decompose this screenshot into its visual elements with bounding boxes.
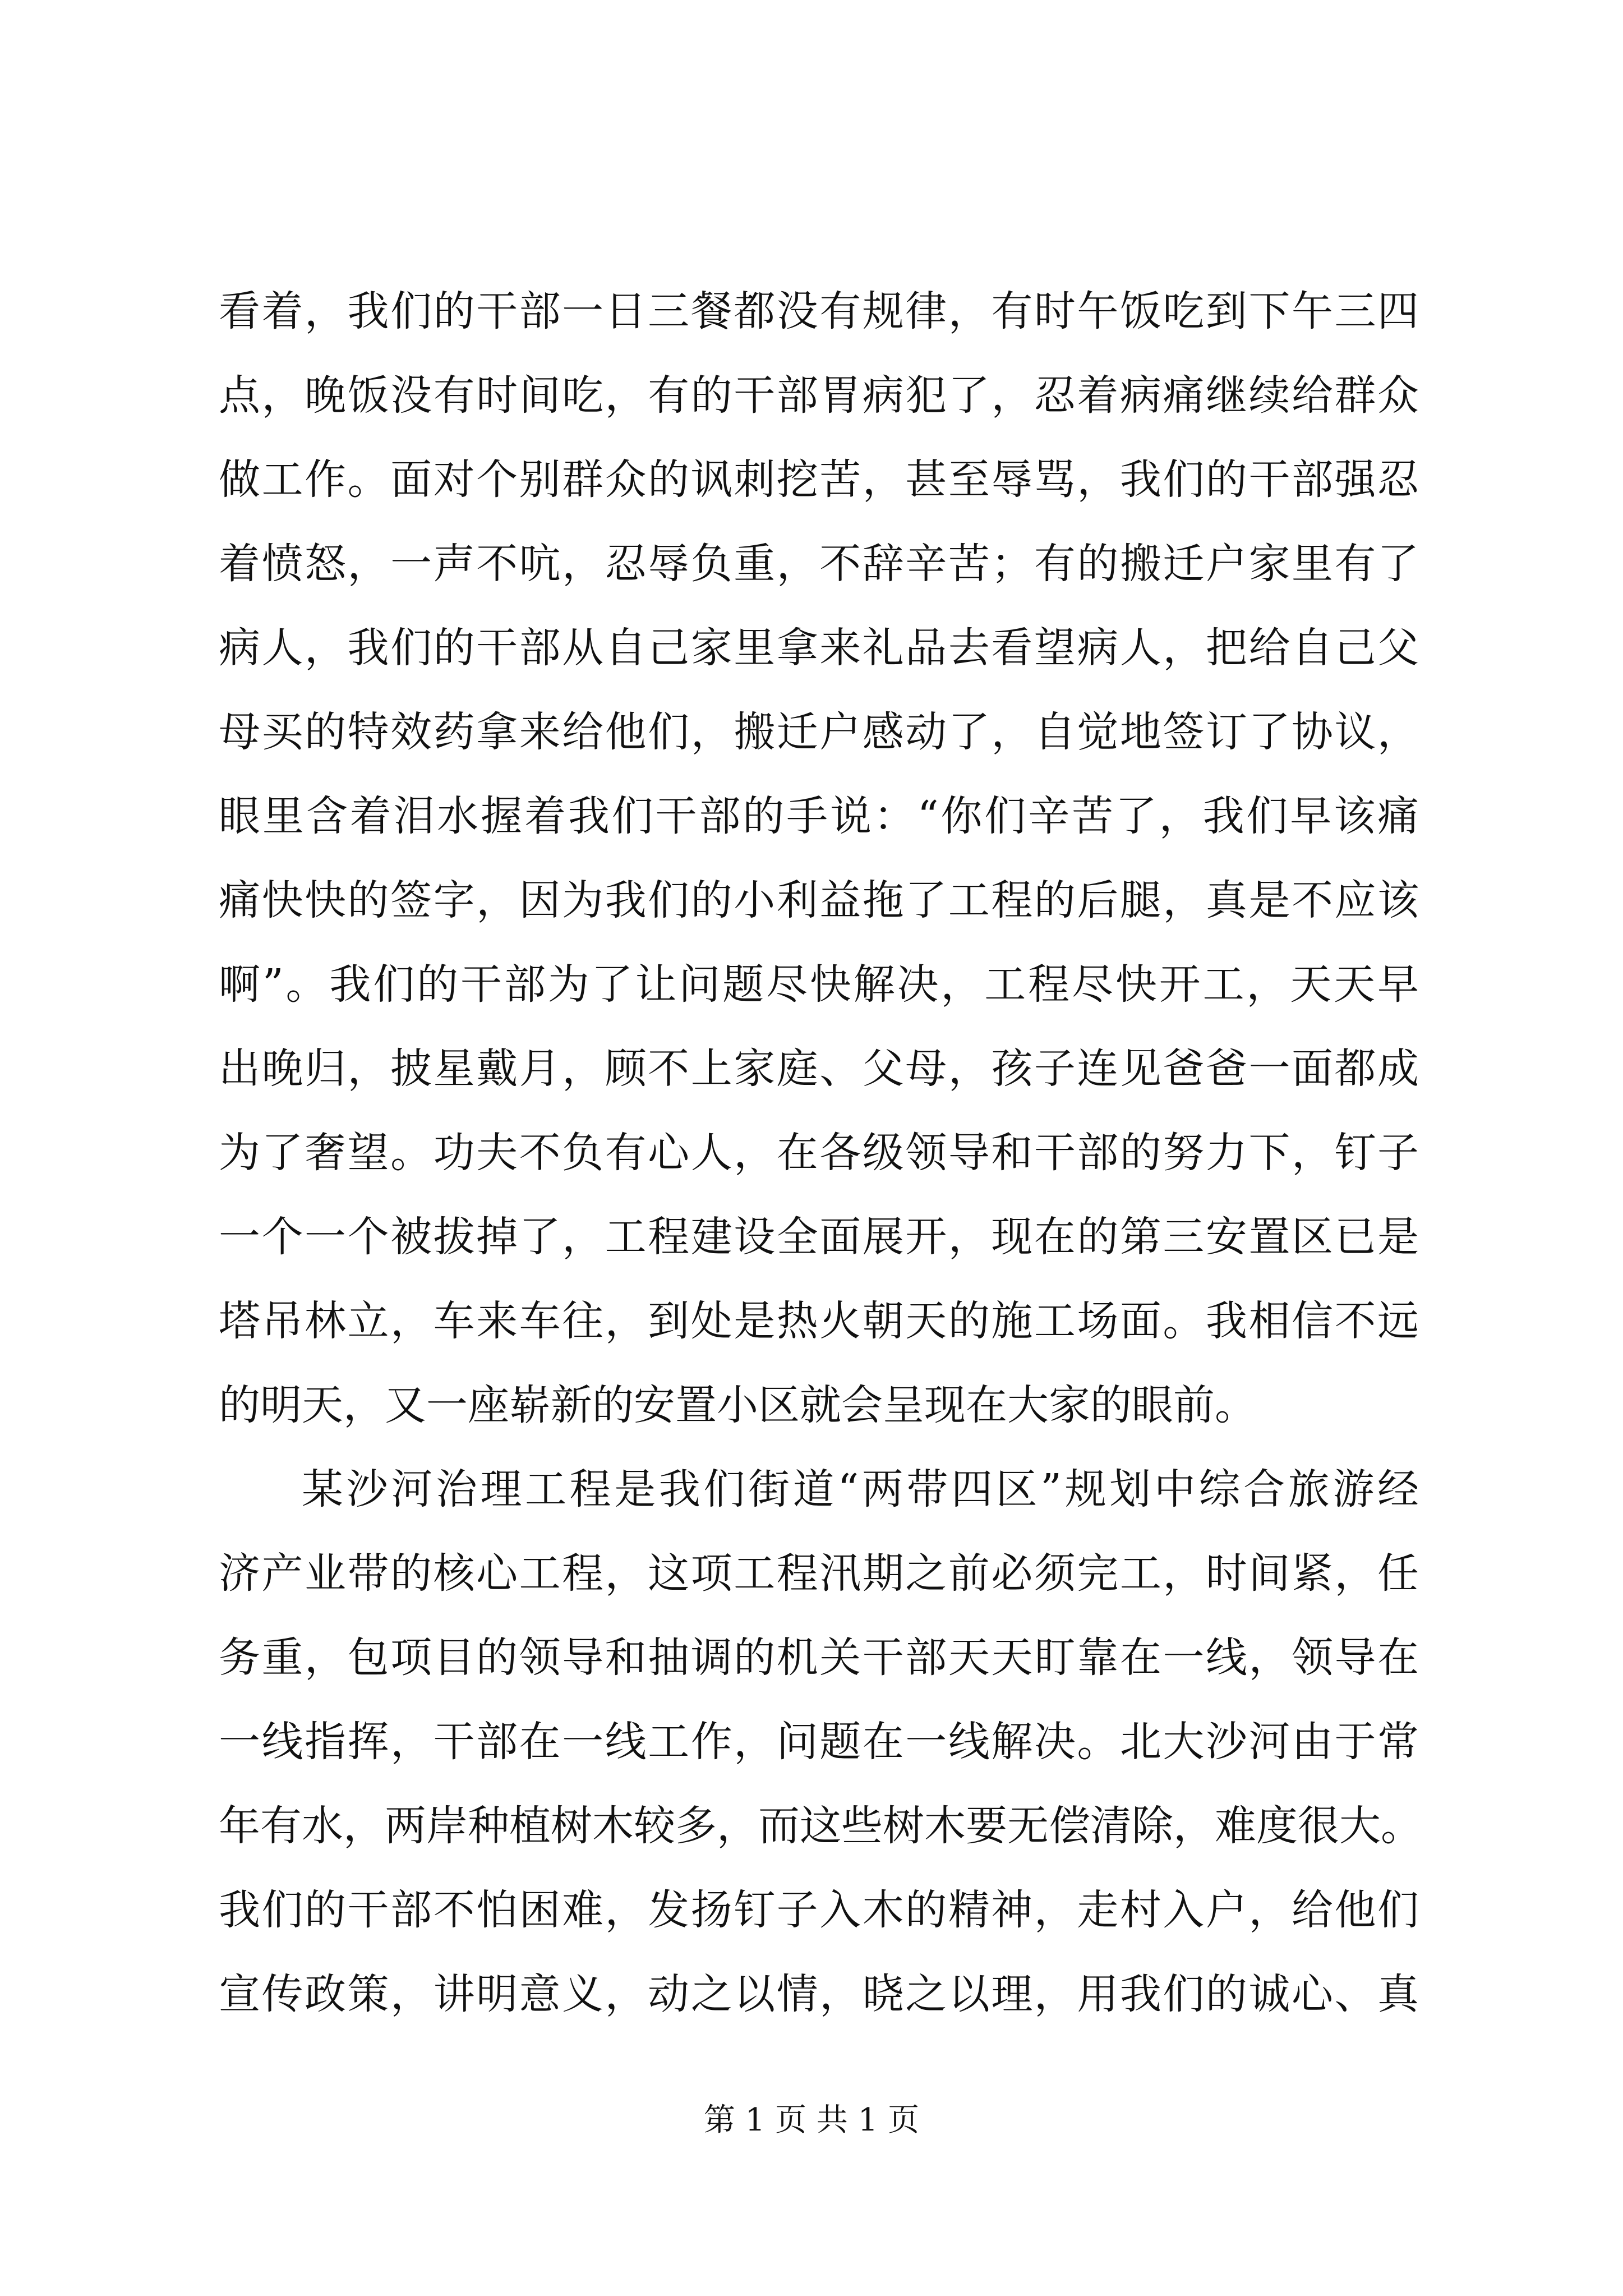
text-line: 出晚归，披星戴月，顾不上家庭、父母，孩子连见爸爸一面都成: [219, 1045, 1419, 1093]
text-line: 的明天，又一座崭新的安置小区就会呈现在大家的眼前。: [219, 1381, 1256, 1429]
text-line: 啊”。我们的干部为了让问题尽快解决，工程尽快开工，天天早: [219, 960, 1419, 1009]
text-line: 济产业带的核心工程，这项工程汛期之前必须完工，时间紧，任: [219, 1549, 1419, 1598]
text-line: 痛快快的签字，因为我们的小利益拖了工程的后腿，真是不应该: [219, 876, 1419, 924]
text-line: 一个一个被拔掉了，工程建设全面展开，现在的第三安置区已是: [219, 1213, 1419, 1261]
paragraph-2: [219, 1447, 1422, 2036]
page-footer: [0, 2098, 1623, 2143]
text-line: 母买的特效药拿来给他们，搬迁户感动了，自觉地签订了协议，: [219, 708, 1419, 756]
text-line: 年有水，两岸种植树木较多，而这些树木要无偿清除，难度很大。: [219, 1802, 1422, 1850]
text-line: 眼里含着泪水握着我们干部的手说：“你们辛苦了，我们早该痛: [219, 792, 1419, 840]
text-line: 做工作。面对个别群众的讽刺挖苦，甚至辱骂，我们的干部强忍: [219, 455, 1419, 504]
text-line: 一线指挥，干部在一线工作，问题在一线解决。北大沙河由于常: [219, 1718, 1419, 1766]
text-line: 某沙河治理工程是我们街道“两带四区”规划中综合旅游经: [302, 1465, 1419, 1513]
text-line: 宣传政策，讲明意义，动之以情，晓之以理，用我们的诚心、真: [219, 1970, 1419, 2018]
text-line: 我们的干部不怕困难，发扬钉子入木的精神，走村入户，给他们: [219, 1886, 1419, 1934]
document-body: [219, 269, 1422, 2036]
text-line: 病人，我们的干部从自己家里拿来礼品去看望病人，把给自己父: [219, 624, 1419, 672]
text-line: 点，晚饭没有时间吃，有的干部胃病犯了，忍着病痛继续给群众: [219, 371, 1419, 420]
text-line: 着愤怒，一声不吭，忍辱负重，不辞辛苦；有的搬迁户家里有了: [219, 540, 1419, 588]
text-line: 塔吊林立，车来车往，到处是热火朝天的施工场面。我相信不远: [219, 1297, 1419, 1345]
text-line: 务重，包项目的领导和抽调的机关干部天天盯靠在一线，领导在: [219, 1634, 1419, 1682]
text-line: 为了奢望。功夫不负有心人，在各级领导和干部的努力下，钉子: [219, 1129, 1419, 1177]
page-number: 第 1 页 共 1 页: [703, 2102, 920, 2138]
text-line: 看着，我们的干部一日三餐都没有规律，有时午饭吃到下午三四: [219, 287, 1419, 335]
paragraph-1: [219, 269, 1419, 1447]
